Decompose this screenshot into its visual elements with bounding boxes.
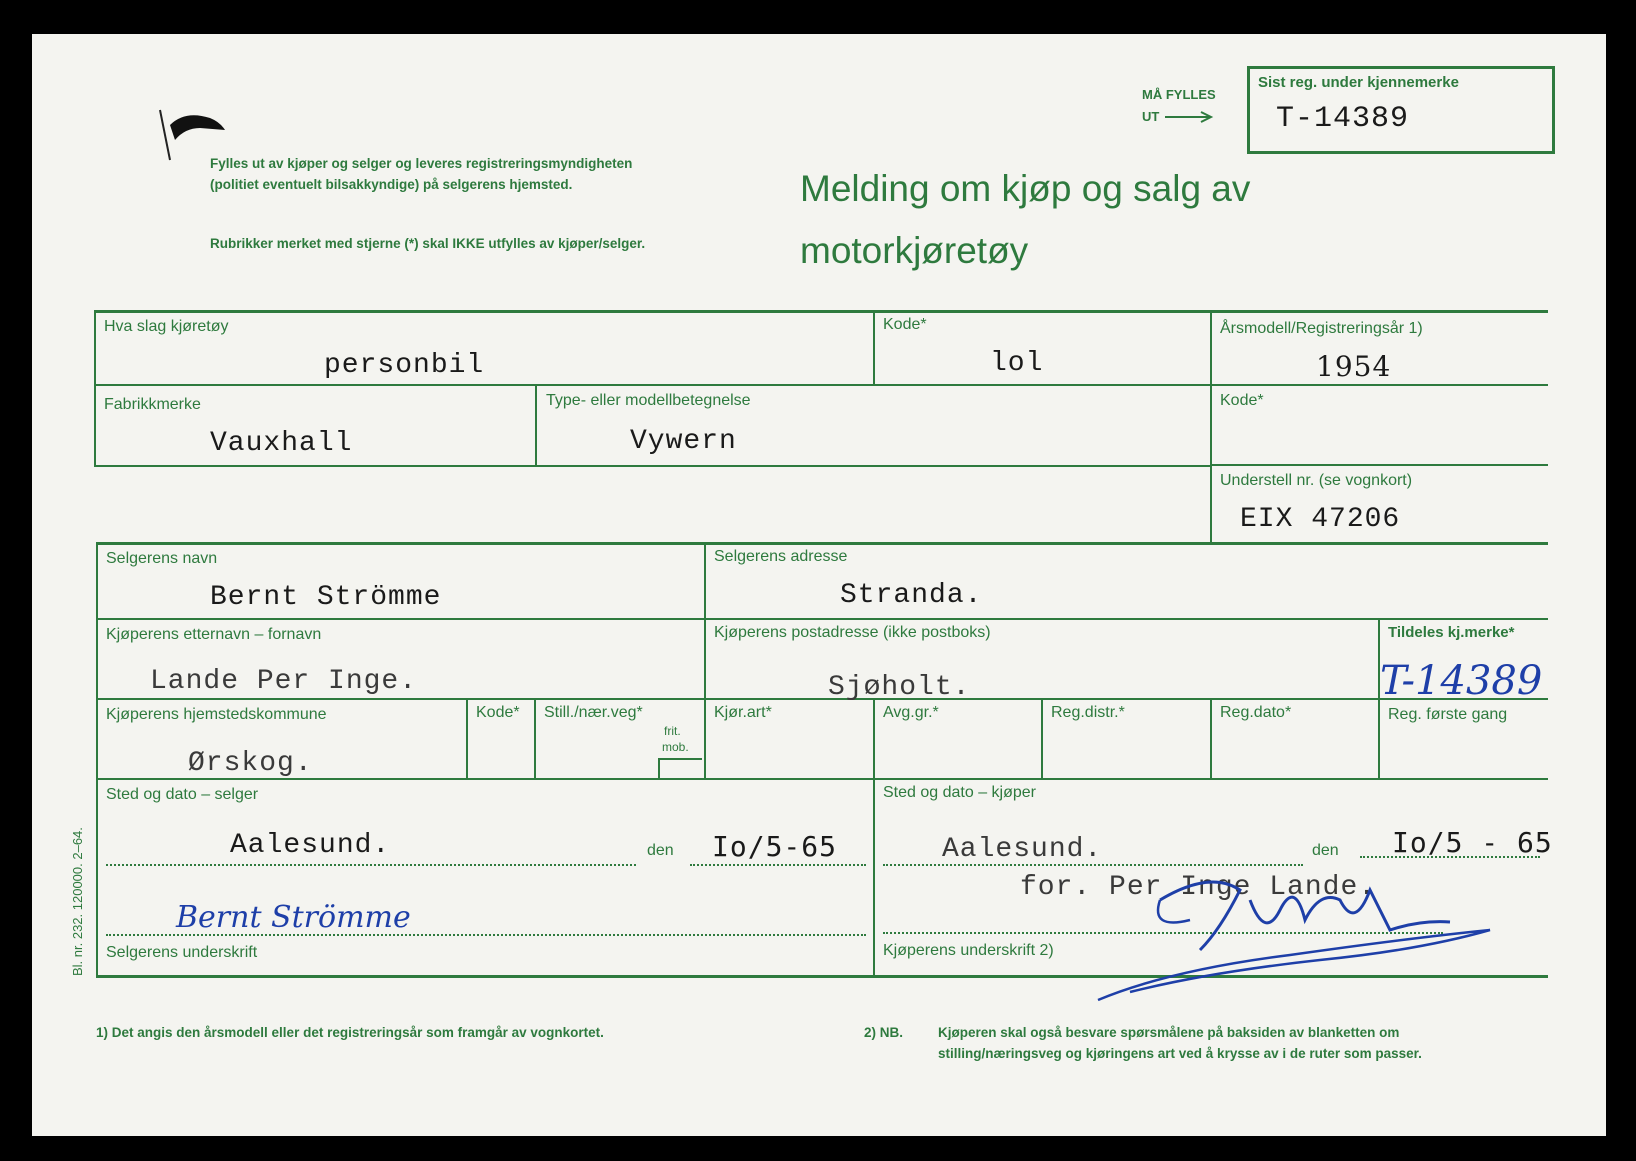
buyer-date-dots [1360,856,1540,858]
instructions-1: Fylles ut av kjøper og selger og leveres registreringsmyndigheten (politiet eventuelt bilsakkyndige) på selgerens hjemsted. [210,156,633,192]
buyer-postal-value: Sjøholt. [828,672,971,703]
ma-fylles-label: MÅ FYLLES UT [1142,87,1216,124]
chassis-label: Understell nr. (se vognkort) [1220,472,1413,489]
model-label: Type- eller modellbetegnelse [546,392,751,409]
frit-mob-checkbox[interactable] [658,758,702,780]
rule [94,310,96,466]
rule [94,384,1548,386]
footnote-1: 1) Det angis den årsmodell eller det registreringsår som framgår av vognkortet. [96,1025,604,1040]
rule [873,698,875,976]
seller-signature: Bernt Strömme [176,900,411,935]
rule [1041,698,1043,778]
make-value: Vauxhall [210,428,353,459]
vehicle-type-label: Hva slag kjøretøy [104,318,229,335]
buyer-place-label: Sted og dato – kjøper [883,784,1036,801]
year-label: Årsmodell/Registreringsår 1) [1220,320,1423,337]
tildeles-value: T-14389 [1380,658,1543,704]
seller-signature-label: Selgerens underskrift [106,944,258,961]
buyer-name-label: Kjøperens etternavn – fornavn [106,626,322,643]
kode-label: Kode* [883,316,927,333]
seller-place-value: Aalesund. [230,830,391,861]
model-value: Vywern [630,426,737,457]
seller-name-label: Selgerens navn [106,550,218,567]
sist-reg-value: T-14389 [1276,102,1410,136]
mob-label: mob. [662,740,689,754]
buyer-date-value: Io/5 - 65 [1392,826,1553,859]
rule [96,778,1548,780]
rule [466,698,468,778]
kjorart-label: Kjør.art* [714,704,772,721]
rule [96,542,98,976]
kode-value: lol [990,348,1044,379]
rule [96,698,1548,700]
rule [704,542,706,778]
rule [535,384,537,466]
form-number: Bl. nr. 232. 120000. 2–64. [70,827,85,976]
form-title: Melding om kjøp og salg av motorkjøretøy [800,168,1251,271]
tildeles-label: Tildeles kj.merke* [1388,624,1515,641]
buyer-signature-label: Kjøperens underskrift 2) [883,942,1054,959]
vehicle-type-value: personbil [324,350,485,381]
arrow-right-icon [1165,111,1215,123]
avggr-label: Avg.gr.* [883,704,939,721]
rule [96,542,1548,545]
rule [94,465,1210,467]
rule [1210,464,1548,466]
buyer-den-label: den [1312,842,1339,859]
seller-address-value: Stranda. [840,580,983,611]
kommune-value: Ørskog. [188,748,313,779]
buyer-kode-label: Kode* [476,704,520,721]
sist-reg-label: Sist reg. under kjennemerke [1258,74,1459,91]
buyer-name-value: Lande Per Inge. [150,666,418,697]
make-label: Fabrikkmerke [104,396,201,413]
seller-place-dots [106,864,636,866]
regforste-label: Reg. første gang [1388,706,1508,723]
seller-date-value: Io/5-65 [712,830,838,863]
seller-place-label: Sted og dato – selger [106,786,259,803]
instructions-2: Rubrikker merket med stjerne (*) skal IKKE utfylles av kjøper/selger. [210,236,646,251]
still-label: Still./nær.veg* [544,704,643,721]
rule [1210,698,1212,778]
regdato-label: Reg.dato* [1220,704,1292,721]
footnote-2-prefix: 2) NB. [864,1025,904,1040]
seller-den-label: den [647,842,674,859]
seller-signature-dots [106,934,866,936]
chassis-value: EIX 47206 [1240,504,1401,535]
kommune-label: Kjøperens hjemstedskommune [106,706,327,723]
rule [534,698,536,778]
rule [1210,310,1212,542]
year-value: 1954 [1316,350,1392,383]
seller-name-value: Bernt Strömme [210,582,442,613]
rule [873,310,875,384]
seller-address-label: Selgerens adresse [714,548,848,565]
frit-label: frit. [664,724,681,738]
rule [96,618,1548,620]
rule [94,310,1548,313]
buyer-postal-label: Kjøperens postadresse (ikke postboks) [714,624,991,641]
regdistr-label: Reg.distr.* [1051,704,1125,721]
buyer-place-value: Aalesund. [942,834,1103,865]
buyer-for-value: for. Per Inge Lande. [1020,872,1377,903]
seller-date-dots [690,864,866,866]
kode2-label: Kode* [1220,392,1264,409]
buyer-signature-scribble [1090,860,1510,1010]
footnote-2: Kjøperen skal også besvare spørsmålene på baksiden av blanketten om stilling/næringsveg og kjøringens art ved å krysse av i de ruter som passer. [938,1025,1422,1061]
